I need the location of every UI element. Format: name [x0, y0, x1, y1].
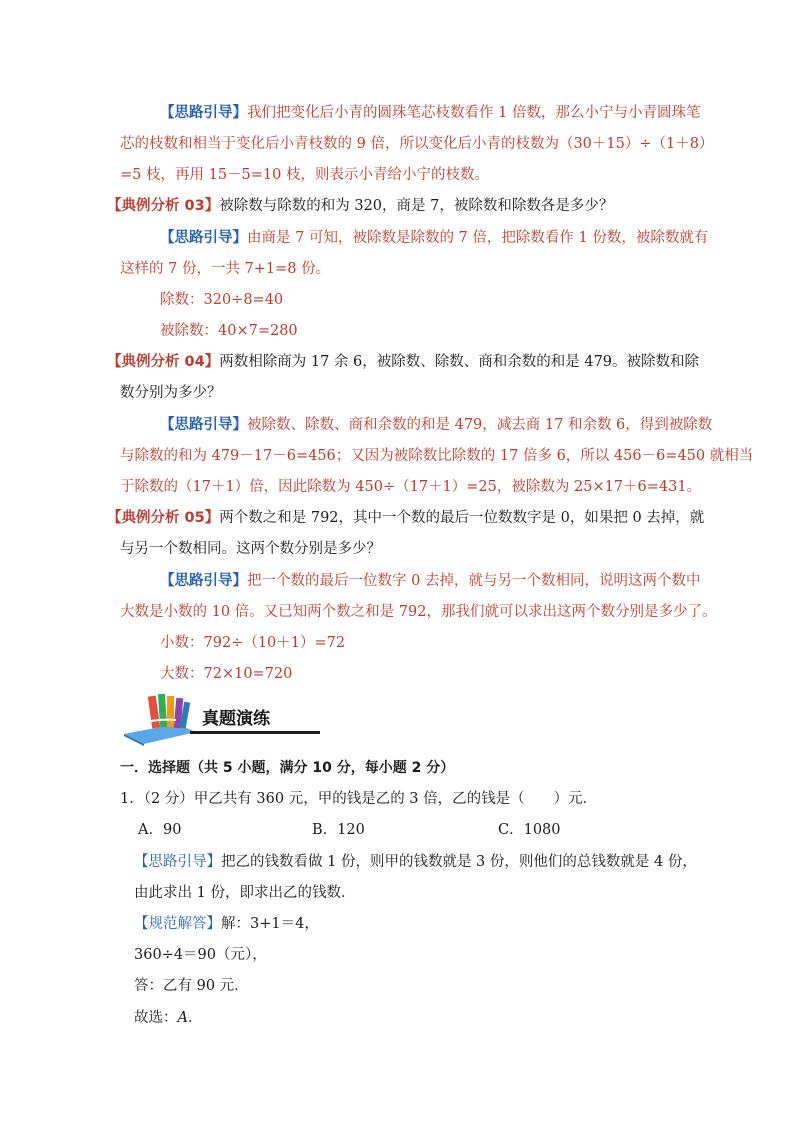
option-c: C．1080: [498, 822, 561, 838]
example-tag: 【典例分析 03】: [107, 198, 220, 214]
section-underline: [190, 731, 320, 734]
example05-calc1: 小数：792÷（10＋1）=72: [160, 635, 346, 651]
hint-tag: 【思路引导】: [160, 104, 247, 121]
question1-answer-line4: 故选：A．: [134, 1010, 203, 1026]
example03-hint-line2: 这样的 7 份，一共 7+1=8 份。: [120, 261, 331, 277]
example05-question-line2: 与另一个数相同。这两个数分别是多少？: [120, 541, 381, 557]
option-b: B．120: [312, 822, 365, 838]
example03-hint-line1: 【思路引导】由商是 7 可知，被除数是除数的 7 倍，把除数看作 1 份数，被除数就有: [160, 229, 709, 246]
question1-answer-line2: 360÷4＝90（元），: [134, 947, 267, 963]
hint-tag: 【思路引导】: [160, 572, 247, 589]
hint-tag: 【思路引导】: [134, 854, 221, 870]
example04-hint-line1: 【思路引导】被除数、除数、商和余数的和是 479，减去商 17 和余数 6，得到被除数: [160, 416, 713, 433]
example03-question: 【典例分析 03】被除数与除数的和为 320，商是 7，被除数和除数各是多少？: [107, 198, 614, 214]
example05-hint-line1: 【思路引导】把一个数的最后一位数字 0 去掉，就与另一个数相同，说明这两个数中: [160, 572, 701, 589]
example02-hint-line2: 芯的枝数和相当于变化后小青枝数的 9 倍，所以变化后小青的枝数为（30＋15）÷（1＋8）: [120, 136, 714, 152]
books-icon: [120, 688, 200, 746]
example04-hint-line3: 于除数的（17＋1）倍，因此除数为 450÷（17＋1）=25，被除数为 25×17＋6=431。: [120, 479, 702, 495]
hint-tag: 【思路引导】: [160, 416, 247, 433]
question1-answer-line1: 【规范解答】解：3+1＝4，: [134, 916, 319, 932]
example05-calc2: 大数：72×10=720: [160, 666, 293, 682]
section-header: [120, 688, 320, 748]
example04-hint-line2: 与除数的和为 479－17－6=456；又因为被除数比除数的 17 倍多 6，所以 456－6=450 就相当: [120, 448, 754, 464]
example-tag: 【典例分析 04】: [107, 354, 220, 370]
example04-question-line1: 【典例分析 04】两数相除商为 17 余 6，被除数、除数、商和余数的和是 479。被除数和除: [107, 354, 700, 370]
section-title: 真题演练: [202, 709, 270, 729]
question1-answer-line3: 答：乙有 90 元．: [134, 978, 249, 994]
part1-heading: 一．选择题（共 5 小题，满分 10 分，每小题 2 分）: [120, 760, 455, 776]
example02-hint-line1: 【思路引导】我们把变化后小青的圆珠笔芯枝数看作 1 倍数，那么小宁与小青圆珠笔: [160, 104, 701, 121]
question1-hint-line2: 由此求出 1 份，即求出乙的钱数．: [134, 885, 356, 901]
example03-calc1: 除数：320÷8=40: [160, 292, 284, 308]
option-a: A．90: [138, 822, 182, 838]
hint-tag: 【思路引导】: [160, 229, 247, 246]
example-tag: 【典例分析 05】: [107, 510, 220, 526]
answer-tag: 【规范解答】: [134, 916, 221, 932]
question1-hint-line1: 【思路引导】把乙的钱数看做 1 份，则甲的钱数就是 3 份，则他们的总钱数就是 4 份，: [134, 854, 697, 870]
example02-hint-line3: =5 枝，再用 15－5=10 枝，则表示小青给小宁的枝数。: [120, 167, 489, 183]
example05-question-line1: 【典例分析 05】两个数之和是 792，其中一个数的最后一位数数字是 0，如果把 0 去掉，就: [107, 510, 705, 526]
example04-question-line2: 数分别为多少？: [120, 385, 222, 401]
example03-calc2: 被除数：40×7=280: [160, 323, 298, 339]
example05-hint-line2: 大数是小数的 10 倍。又已知两个数之和是 792，那我们就可以求出这两个数分别是多少了。: [120, 604, 717, 620]
question1-stem: 1．（2 分）甲乙共有 360 元，甲的钱是乙的 3 倍，乙的钱是（ ）元．: [120, 791, 598, 807]
